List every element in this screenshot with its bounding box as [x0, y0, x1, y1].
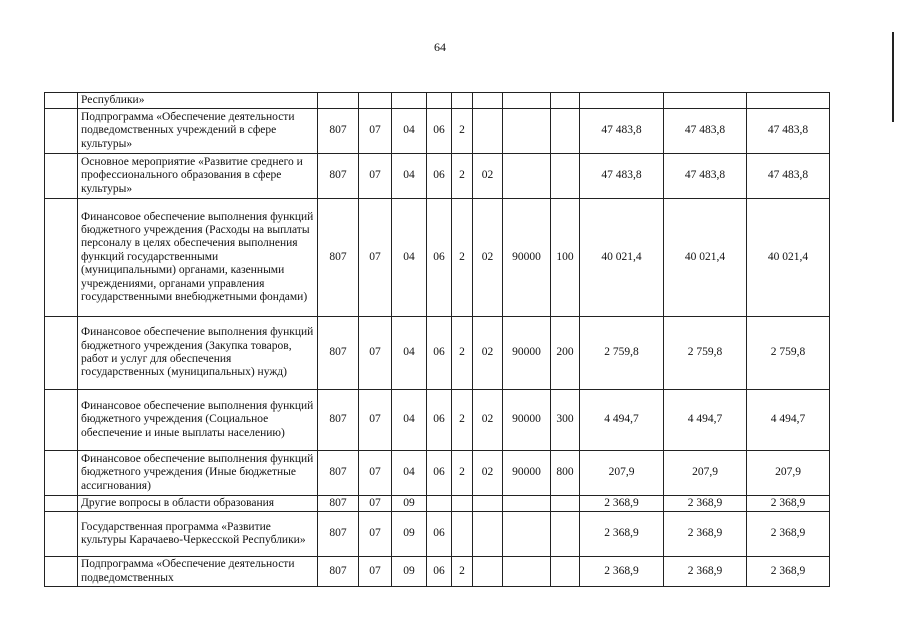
- code-cell: [551, 557, 580, 587]
- row-index-cell: [45, 557, 78, 587]
- code-cell: 807: [318, 199, 359, 317]
- code-cell: 2: [452, 557, 473, 587]
- code-cell: 2: [452, 154, 473, 199]
- item-name-cell: Другие вопросы в области образования: [78, 496, 318, 512]
- code-cell: [551, 496, 580, 512]
- code-cell: 02: [473, 451, 503, 496]
- amount-cell: 4 494,7: [664, 390, 747, 451]
- amount-cell: 4 494,7: [747, 390, 830, 451]
- code-cell: 06: [427, 199, 452, 317]
- code-cell: [427, 93, 452, 109]
- code-cell: 807: [318, 154, 359, 199]
- row-index-cell: [45, 496, 78, 512]
- code-cell: 2: [452, 390, 473, 451]
- code-cell: 02: [473, 317, 503, 390]
- code-cell: [318, 93, 359, 109]
- table-row: [45, 557, 830, 587]
- table-row: [45, 199, 830, 317]
- code-cell: 06: [427, 451, 452, 496]
- amount-cell: 40 021,4: [747, 199, 830, 317]
- amount-cell: 207,9: [580, 451, 664, 496]
- item-name-cell: Основное мероприятие «Развитие среднего и профессионального образования в сфере культуры»: [78, 154, 318, 199]
- code-cell: 07: [359, 390, 392, 451]
- code-cell: 90000: [503, 451, 551, 496]
- code-cell: 09: [392, 512, 427, 557]
- code-cell: 06: [427, 512, 452, 557]
- code-cell: 807: [318, 451, 359, 496]
- code-cell: 807: [318, 109, 359, 154]
- code-cell: [359, 93, 392, 109]
- row-index-cell: [45, 512, 78, 557]
- code-cell: 09: [392, 557, 427, 587]
- amount-cell: 2 368,9: [580, 557, 664, 587]
- code-cell: 06: [427, 557, 452, 587]
- code-cell: [452, 93, 473, 109]
- code-cell: 07: [359, 109, 392, 154]
- code-cell: 04: [392, 109, 427, 154]
- code-cell: 807: [318, 557, 359, 587]
- item-name-cell: Подпрограмма «Обеспечение деятельности подведомственных: [78, 557, 318, 587]
- code-cell: [503, 109, 551, 154]
- code-cell: 807: [318, 496, 359, 512]
- item-name-cell: Финансовое обеспечение выполнения функций бюджетного учреждения (Иные бюджетные ассигнования): [78, 451, 318, 496]
- item-name-cell: Подпрограмма «Обеспечение деятельности подведомственных учреждений в сфере культуры»: [78, 109, 318, 154]
- code-cell: 2: [452, 109, 473, 154]
- code-cell: [551, 154, 580, 199]
- code-cell: 07: [359, 317, 392, 390]
- amount-cell: 2 368,9: [747, 496, 830, 512]
- code-cell: 07: [359, 512, 392, 557]
- amount-cell: 47 483,8: [747, 154, 830, 199]
- amount-cell: 2 759,8: [664, 317, 747, 390]
- code-cell: 07: [359, 199, 392, 317]
- row-index-cell: [45, 390, 78, 451]
- code-cell: [392, 93, 427, 109]
- code-cell: [503, 93, 551, 109]
- amount-cell: 2 368,9: [580, 496, 664, 512]
- amount-cell: 2 368,9: [580, 512, 664, 557]
- code-cell: 807: [318, 390, 359, 451]
- code-cell: [473, 496, 503, 512]
- code-cell: 07: [359, 451, 392, 496]
- row-index-cell: [45, 93, 78, 109]
- code-cell: 04: [392, 451, 427, 496]
- code-cell: [473, 109, 503, 154]
- code-cell: [503, 557, 551, 587]
- row-index-cell: [45, 154, 78, 199]
- code-cell: 2: [452, 199, 473, 317]
- table-row: [45, 154, 830, 199]
- budget-table-body: [45, 93, 830, 587]
- code-cell: 06: [427, 109, 452, 154]
- item-name-cell: Республики»: [78, 93, 318, 109]
- code-cell: 07: [359, 557, 392, 587]
- amount-cell: 47 483,8: [664, 109, 747, 154]
- amount-cell: 2 368,9: [747, 557, 830, 587]
- code-cell: [427, 496, 452, 512]
- amount-cell: [747, 93, 830, 109]
- code-cell: 04: [392, 199, 427, 317]
- code-cell: [551, 512, 580, 557]
- amount-cell: 47 483,8: [580, 154, 664, 199]
- row-index-cell: [45, 199, 78, 317]
- table-row: [45, 496, 830, 512]
- amount-cell: 2 368,9: [664, 557, 747, 587]
- code-cell: [551, 93, 580, 109]
- budget-table: [44, 92, 830, 587]
- amount-cell: 47 483,8: [664, 154, 747, 199]
- code-cell: 07: [359, 154, 392, 199]
- code-cell: 90000: [503, 199, 551, 317]
- amount-cell: 40 021,4: [664, 199, 747, 317]
- table-row: [45, 109, 830, 154]
- amount-cell: 207,9: [664, 451, 747, 496]
- table-row: [45, 512, 830, 557]
- code-cell: 06: [427, 317, 452, 390]
- code-cell: 06: [427, 154, 452, 199]
- code-cell: 2: [452, 451, 473, 496]
- code-cell: 2: [452, 317, 473, 390]
- code-cell: 02: [473, 154, 503, 199]
- code-cell: 100: [551, 199, 580, 317]
- code-cell: [473, 557, 503, 587]
- code-cell: 800: [551, 451, 580, 496]
- code-cell: 300: [551, 390, 580, 451]
- code-cell: [503, 496, 551, 512]
- amount-cell: 47 483,8: [580, 109, 664, 154]
- code-cell: [452, 496, 473, 512]
- amount-cell: 40 021,4: [580, 199, 664, 317]
- code-cell: 90000: [503, 317, 551, 390]
- table-row: [45, 317, 830, 390]
- code-cell: 09: [392, 496, 427, 512]
- code-cell: [503, 512, 551, 557]
- amount-cell: 2 368,9: [747, 512, 830, 557]
- code-cell: [503, 154, 551, 199]
- amount-cell: 2 759,8: [747, 317, 830, 390]
- row-index-cell: [45, 317, 78, 390]
- code-cell: 04: [392, 390, 427, 451]
- row-index-cell: [45, 451, 78, 496]
- row-index-cell: [45, 109, 78, 154]
- amount-cell: 2 368,9: [664, 496, 747, 512]
- page-number: 64: [434, 40, 446, 54]
- item-name-cell: Финансовое обеспечение выполнения функций бюджетного учреждения (Социальное обеспечение и иные выплаты населению): [78, 390, 318, 451]
- item-name-cell: Финансовое обеспечение выполнения функций бюджетного учреждения (Закупка товаров, работ и услуг для обеспечения государственных (муниципальных) нужд): [78, 317, 318, 390]
- item-name-cell: Государственная программа «Развитие культуры Карачаево-Черкесской Республики»: [78, 512, 318, 557]
- table-row: [45, 390, 830, 451]
- amount-cell: 207,9: [747, 451, 830, 496]
- code-cell: [473, 93, 503, 109]
- code-cell: 07: [359, 496, 392, 512]
- code-cell: 02: [473, 390, 503, 451]
- amount-cell: 4 494,7: [580, 390, 664, 451]
- amount-cell: [580, 93, 664, 109]
- code-cell: 04: [392, 154, 427, 199]
- scan-edge-mark: [892, 32, 894, 122]
- code-cell: 04: [392, 317, 427, 390]
- code-cell: 06: [427, 390, 452, 451]
- table-row: [45, 451, 830, 496]
- code-cell: 200: [551, 317, 580, 390]
- code-cell: 02: [473, 199, 503, 317]
- code-cell: 807: [318, 512, 359, 557]
- amount-cell: [664, 93, 747, 109]
- code-cell: [551, 109, 580, 154]
- amount-cell: 2 759,8: [580, 317, 664, 390]
- code-cell: 90000: [503, 390, 551, 451]
- code-cell: [473, 512, 503, 557]
- amount-cell: 2 368,9: [664, 512, 747, 557]
- table-row: [45, 93, 830, 109]
- code-cell: 807: [318, 317, 359, 390]
- amount-cell: 47 483,8: [747, 109, 830, 154]
- item-name-cell: Финансовое обеспечение выполнения функций бюджетного учреждения (Расходы на выплаты персоналу в целях обеспечения выполнения функций государственными (муниципальными) органами, казенными учреждениями, органами управления государственными внебюджетными фондами): [78, 199, 318, 317]
- code-cell: [452, 512, 473, 557]
